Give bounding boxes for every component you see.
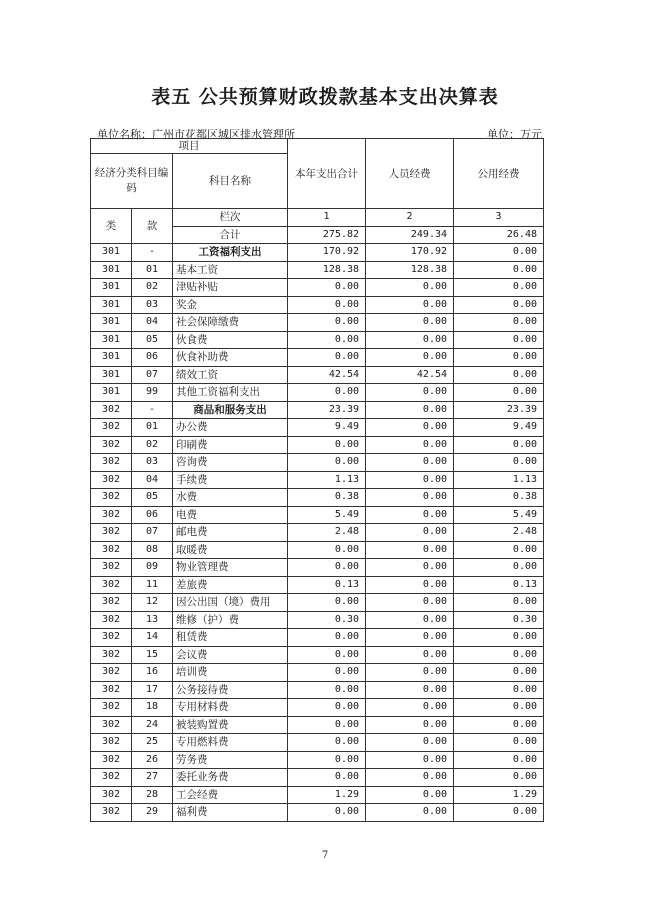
cell-personnel: 0.00 [366, 436, 454, 454]
cell-public: 9.49 [454, 419, 544, 437]
cell-public: 0.00 [454, 454, 544, 472]
header-subject-name: 科目名称 [173, 154, 288, 209]
table-row [91, 349, 544, 367]
cell-kuan: 05 [132, 331, 173, 349]
header-total: 本年支出合计 [288, 139, 366, 209]
cell-subject-name: 专用燃料费 [173, 734, 288, 752]
table-row [91, 366, 544, 384]
cell-kuan: 28 [132, 786, 173, 804]
cell-subject-name: 福利费 [173, 804, 288, 822]
table-row [91, 804, 544, 822]
cell-subject-name: 因公出国（境）费用 [173, 594, 288, 612]
cell-total: 0.00 [288, 314, 366, 332]
cell-total: 5.49 [288, 506, 366, 524]
cell-public: 0.00 [454, 384, 544, 402]
cell-subject-name: 邮电费 [173, 524, 288, 542]
table-row [91, 664, 544, 682]
cell-public: 0.00 [454, 804, 544, 822]
cell-total: 0.00 [288, 559, 366, 577]
cell-total: 0.00 [288, 751, 366, 769]
cell-kuan: 11 [132, 576, 173, 594]
header-project: 项目 [91, 139, 288, 154]
cell-subject-name: 取暖费 [173, 541, 288, 559]
cell-lei: 302 [91, 734, 132, 752]
cell-personnel: 0.00 [366, 401, 454, 419]
cell-personnel: 0.00 [366, 541, 454, 559]
cell-subject-name: 公务接待费 [173, 681, 288, 699]
cell-total: 1.29 [288, 786, 366, 804]
table-row [91, 751, 544, 769]
cell-personnel: 0.00 [366, 699, 454, 717]
table-row [91, 576, 544, 594]
cell-lei: 301 [91, 279, 132, 297]
cell-public: 2.48 [454, 524, 544, 542]
cell-personnel: 0.00 [366, 664, 454, 682]
table-row [91, 244, 544, 262]
cell-personnel: 0.00 [366, 419, 454, 437]
cell-lei: 302 [91, 401, 132, 419]
cell-lei: 302 [91, 716, 132, 734]
header-col2: 2 [366, 209, 454, 227]
cell-subject-name: 维修（护）费 [173, 611, 288, 629]
total-row-total: 275.82 [288, 226, 366, 244]
cell-public: 0.00 [454, 646, 544, 664]
cell-total: 9.49 [288, 419, 366, 437]
page-title: 表五 公共预算财政拨款基本支出决算表 [151, 86, 499, 108]
cell-personnel: 0.00 [366, 489, 454, 507]
table-row [91, 629, 544, 647]
cell-total: 0.00 [288, 804, 366, 822]
cell-subject-name: 工会经费 [173, 786, 288, 804]
cell-public: 0.00 [454, 279, 544, 297]
cell-public: 0.00 [454, 366, 544, 384]
cell-kuan: 04 [132, 314, 173, 332]
cell-total: 0.00 [288, 541, 366, 559]
cell-subject-name: 培训费 [173, 664, 288, 682]
cell-kuan: 25 [132, 734, 173, 752]
page-number: 7 [321, 850, 329, 861]
cell-public: 0.00 [454, 541, 544, 559]
unit-name-label: 单位名称： [97, 128, 152, 141]
cell-subject-name: 工资福利支出 [173, 244, 288, 262]
cell-kuan: 29 [132, 804, 173, 822]
cell-personnel: 0.00 [366, 471, 454, 489]
cell-lei: 302 [91, 769, 132, 787]
cell-public: 0.00 [454, 734, 544, 752]
cell-subject-name: 委托业务费 [173, 769, 288, 787]
cell-lei: 301 [91, 261, 132, 279]
cell-kuan: 07 [132, 366, 173, 384]
cell-personnel: 0.00 [366, 751, 454, 769]
table-row [91, 279, 544, 297]
cell-total: 0.00 [288, 664, 366, 682]
cell-subject-name: 其他工资福利支出 [173, 384, 288, 402]
cell-lei: 301 [91, 244, 132, 262]
cell-total: 0.00 [288, 716, 366, 734]
cell-total: 0.00 [288, 436, 366, 454]
table-row [91, 296, 544, 314]
cell-kuan: 27 [132, 769, 173, 787]
cell-subject-name: 伙食费 [173, 331, 288, 349]
cell-lei: 302 [91, 786, 132, 804]
table-row [91, 471, 544, 489]
cell-subject-name: 社会保障缴费 [173, 314, 288, 332]
cell-personnel: 170.92 [366, 244, 454, 262]
cell-total: 128.38 [288, 261, 366, 279]
header-kuan: 款 [132, 209, 173, 244]
cell-total: 0.00 [288, 594, 366, 612]
cell-kuan: 01 [132, 261, 173, 279]
header-econ-code: 经济分类科目编码 [91, 154, 173, 209]
table-row [91, 734, 544, 752]
cell-total: 42.54 [288, 366, 366, 384]
cell-personnel: 0.00 [366, 314, 454, 332]
cell-kuan: 16 [132, 664, 173, 682]
cell-kuan: 07 [132, 524, 173, 542]
cell-kuan: 18 [132, 699, 173, 717]
cell-public: 0.00 [454, 314, 544, 332]
cell-subject-name: 咨询费 [173, 454, 288, 472]
cell-public: 0.00 [454, 331, 544, 349]
cell-lei: 302 [91, 646, 132, 664]
cell-subject-name: 会议费 [173, 646, 288, 664]
table-row [91, 716, 544, 734]
cell-subject-name: 差旅费 [173, 576, 288, 594]
cell-subject-name: 水费 [173, 489, 288, 507]
cell-public: 0.38 [454, 489, 544, 507]
cell-subject-name: 被装购置费 [173, 716, 288, 734]
cell-total: 0.00 [288, 454, 366, 472]
total-row-label: 合计 [173, 226, 288, 244]
total-row-personnel: 249.34 [366, 226, 454, 244]
cell-lei: 302 [91, 419, 132, 437]
cell-kuan: 26 [132, 751, 173, 769]
cell-public: 0.00 [454, 681, 544, 699]
cell-kuan: 02 [132, 279, 173, 297]
cell-kuan: 15 [132, 646, 173, 664]
cell-lei: 302 [91, 629, 132, 647]
cell-public: 0.00 [454, 751, 544, 769]
total-row-public: 26.48 [454, 226, 544, 244]
header-column-no: 栏次 [173, 209, 288, 227]
cell-public: 0.00 [454, 699, 544, 717]
cell-subject-name: 物业管理费 [173, 559, 288, 577]
cell-subject-name: 基本工资 [173, 261, 288, 279]
cell-personnel: 0.00 [366, 646, 454, 664]
table-row [91, 489, 544, 507]
cell-lei: 302 [91, 524, 132, 542]
table-row [91, 401, 544, 419]
cell-personnel: 0.00 [366, 384, 454, 402]
cell-total: 0.00 [288, 734, 366, 752]
cell-personnel: 0.00 [366, 629, 454, 647]
cell-personnel: 0.00 [366, 349, 454, 367]
cell-lei: 302 [91, 489, 132, 507]
cell-subject-name: 商品和服务支出 [173, 401, 288, 419]
cell-public: 0.00 [454, 769, 544, 787]
header-public: 公用经费 [454, 139, 544, 209]
cell-kuan: 24 [132, 716, 173, 734]
cell-kuan: 06 [132, 349, 173, 367]
cell-subject-name: 印刷费 [173, 436, 288, 454]
cell-public: 1.29 [454, 786, 544, 804]
cell-lei: 302 [91, 611, 132, 629]
table-row [91, 524, 544, 542]
table-body [91, 244, 544, 822]
table-row [91, 699, 544, 717]
cell-kuan: 02 [132, 436, 173, 454]
cell-lei: 301 [91, 314, 132, 332]
cell-total: 2.48 [288, 524, 366, 542]
header-lei: 类 [91, 209, 132, 244]
header-col1: 1 [288, 209, 366, 227]
cell-lei: 302 [91, 804, 132, 822]
cell-subject-name: 租赁费 [173, 629, 288, 647]
header-col3: 3 [454, 209, 544, 227]
table-row [91, 419, 544, 437]
cell-subject-name: 奖金 [173, 296, 288, 314]
cell-public: 0.00 [454, 664, 544, 682]
cell-personnel: 0.00 [366, 769, 454, 787]
unit-label: 单位：万元 [487, 128, 542, 141]
cell-public: 0.13 [454, 576, 544, 594]
cell-lei: 302 [91, 751, 132, 769]
cell-subject-name: 津贴补贴 [173, 279, 288, 297]
cell-total: 0.00 [288, 681, 366, 699]
cell-personnel: 0.00 [366, 331, 454, 349]
cell-lei: 302 [91, 559, 132, 577]
table-row [91, 331, 544, 349]
cell-total: 0.00 [288, 349, 366, 367]
cell-lei: 301 [91, 331, 132, 349]
cell-subject-name: 电费 [173, 506, 288, 524]
cell-kuan: 99 [132, 384, 173, 402]
cell-kuan: 08 [132, 541, 173, 559]
cell-kuan: 13 [132, 611, 173, 629]
cell-public: 0.00 [454, 244, 544, 262]
cell-total: 1.13 [288, 471, 366, 489]
table-row [91, 559, 544, 577]
cell-public: 0.00 [454, 296, 544, 314]
table-row [91, 541, 544, 559]
cell-personnel: 0.00 [366, 279, 454, 297]
table-row [91, 681, 544, 699]
cell-public: 0.00 [454, 594, 544, 612]
table-row [91, 314, 544, 332]
cell-public: 0.00 [454, 261, 544, 279]
cell-kuan: - [132, 401, 173, 419]
table-row [91, 454, 544, 472]
header-personnel: 人员经费 [366, 139, 454, 209]
cell-public: 0.00 [454, 436, 544, 454]
cell-kuan: 01 [132, 419, 173, 437]
cell-lei: 302 [91, 681, 132, 699]
cell-personnel: 0.00 [366, 804, 454, 822]
cell-personnel: 0.00 [366, 559, 454, 577]
cell-lei: 302 [91, 699, 132, 717]
cell-total: 0.00 [288, 769, 366, 787]
cell-kuan: - [132, 244, 173, 262]
cell-total: 0.38 [288, 489, 366, 507]
cell-total: 170.92 [288, 244, 366, 262]
cell-personnel: 0.00 [366, 296, 454, 314]
cell-public: 0.30 [454, 611, 544, 629]
cell-kuan: 12 [132, 594, 173, 612]
table-row [91, 436, 544, 454]
cell-public: 0.00 [454, 559, 544, 577]
unit-name: 广州市花都区城区排水管理所 [152, 128, 295, 141]
cell-personnel: 0.00 [366, 786, 454, 804]
cell-kuan: 09 [132, 559, 173, 577]
cell-lei: 302 [91, 594, 132, 612]
cell-personnel: 0.00 [366, 576, 454, 594]
cell-lei: 301 [91, 296, 132, 314]
table-row [91, 786, 544, 804]
cell-personnel: 0.00 [366, 506, 454, 524]
cell-subject-name: 绩效工资 [173, 366, 288, 384]
cell-subject-name: 手续费 [173, 471, 288, 489]
cell-subject-name: 办公费 [173, 419, 288, 437]
cell-public: 5.49 [454, 506, 544, 524]
cell-kuan: 04 [132, 471, 173, 489]
cell-subject-name: 伙食补助费 [173, 349, 288, 367]
cell-total: 0.00 [288, 384, 366, 402]
table-row [91, 261, 544, 279]
cell-total: 0.00 [288, 646, 366, 664]
cell-lei: 301 [91, 366, 132, 384]
cell-total: 0.00 [288, 279, 366, 297]
cell-total: 0.00 [288, 629, 366, 647]
cell-total: 0.00 [288, 699, 366, 717]
cell-total: 0.13 [288, 576, 366, 594]
cell-lei: 301 [91, 349, 132, 367]
cell-public: 23.39 [454, 401, 544, 419]
cell-personnel: 0.00 [366, 716, 454, 734]
cell-lei: 302 [91, 506, 132, 524]
table-row [91, 506, 544, 524]
cell-personnel: 0.00 [366, 681, 454, 699]
cell-total: 0.00 [288, 331, 366, 349]
cell-subject-name: 专用材料费 [173, 699, 288, 717]
table-row [91, 611, 544, 629]
cell-public: 1.13 [454, 471, 544, 489]
table-row [91, 646, 544, 664]
cell-total: 0.30 [288, 611, 366, 629]
cell-personnel: 128.38 [366, 261, 454, 279]
cell-lei: 302 [91, 664, 132, 682]
budget-table [90, 138, 544, 822]
cell-kuan: 05 [132, 489, 173, 507]
cell-kuan: 03 [132, 296, 173, 314]
cell-lei: 302 [91, 454, 132, 472]
cell-personnel: 0.00 [366, 611, 454, 629]
cell-kuan: 03 [132, 454, 173, 472]
cell-total: 23.39 [288, 401, 366, 419]
cell-personnel: 0.00 [366, 734, 454, 752]
cell-personnel: 42.54 [366, 366, 454, 384]
cell-kuan: 06 [132, 506, 173, 524]
cell-subject-name: 劳务费 [173, 751, 288, 769]
table-row [91, 594, 544, 612]
cell-lei: 301 [91, 384, 132, 402]
cell-public: 0.00 [454, 629, 544, 647]
cell-public: 0.00 [454, 349, 544, 367]
cell-lei: 302 [91, 471, 132, 489]
cell-total: 0.00 [288, 296, 366, 314]
cell-personnel: 0.00 [366, 594, 454, 612]
cell-personnel: 0.00 [366, 454, 454, 472]
cell-kuan: 17 [132, 681, 173, 699]
table-row [91, 769, 544, 787]
table-row [91, 384, 544, 402]
cell-public: 0.00 [454, 716, 544, 734]
cell-lei: 302 [91, 541, 132, 559]
cell-lei: 302 [91, 576, 132, 594]
cell-personnel: 0.00 [366, 524, 454, 542]
cell-lei: 302 [91, 436, 132, 454]
cell-kuan: 14 [132, 629, 173, 647]
